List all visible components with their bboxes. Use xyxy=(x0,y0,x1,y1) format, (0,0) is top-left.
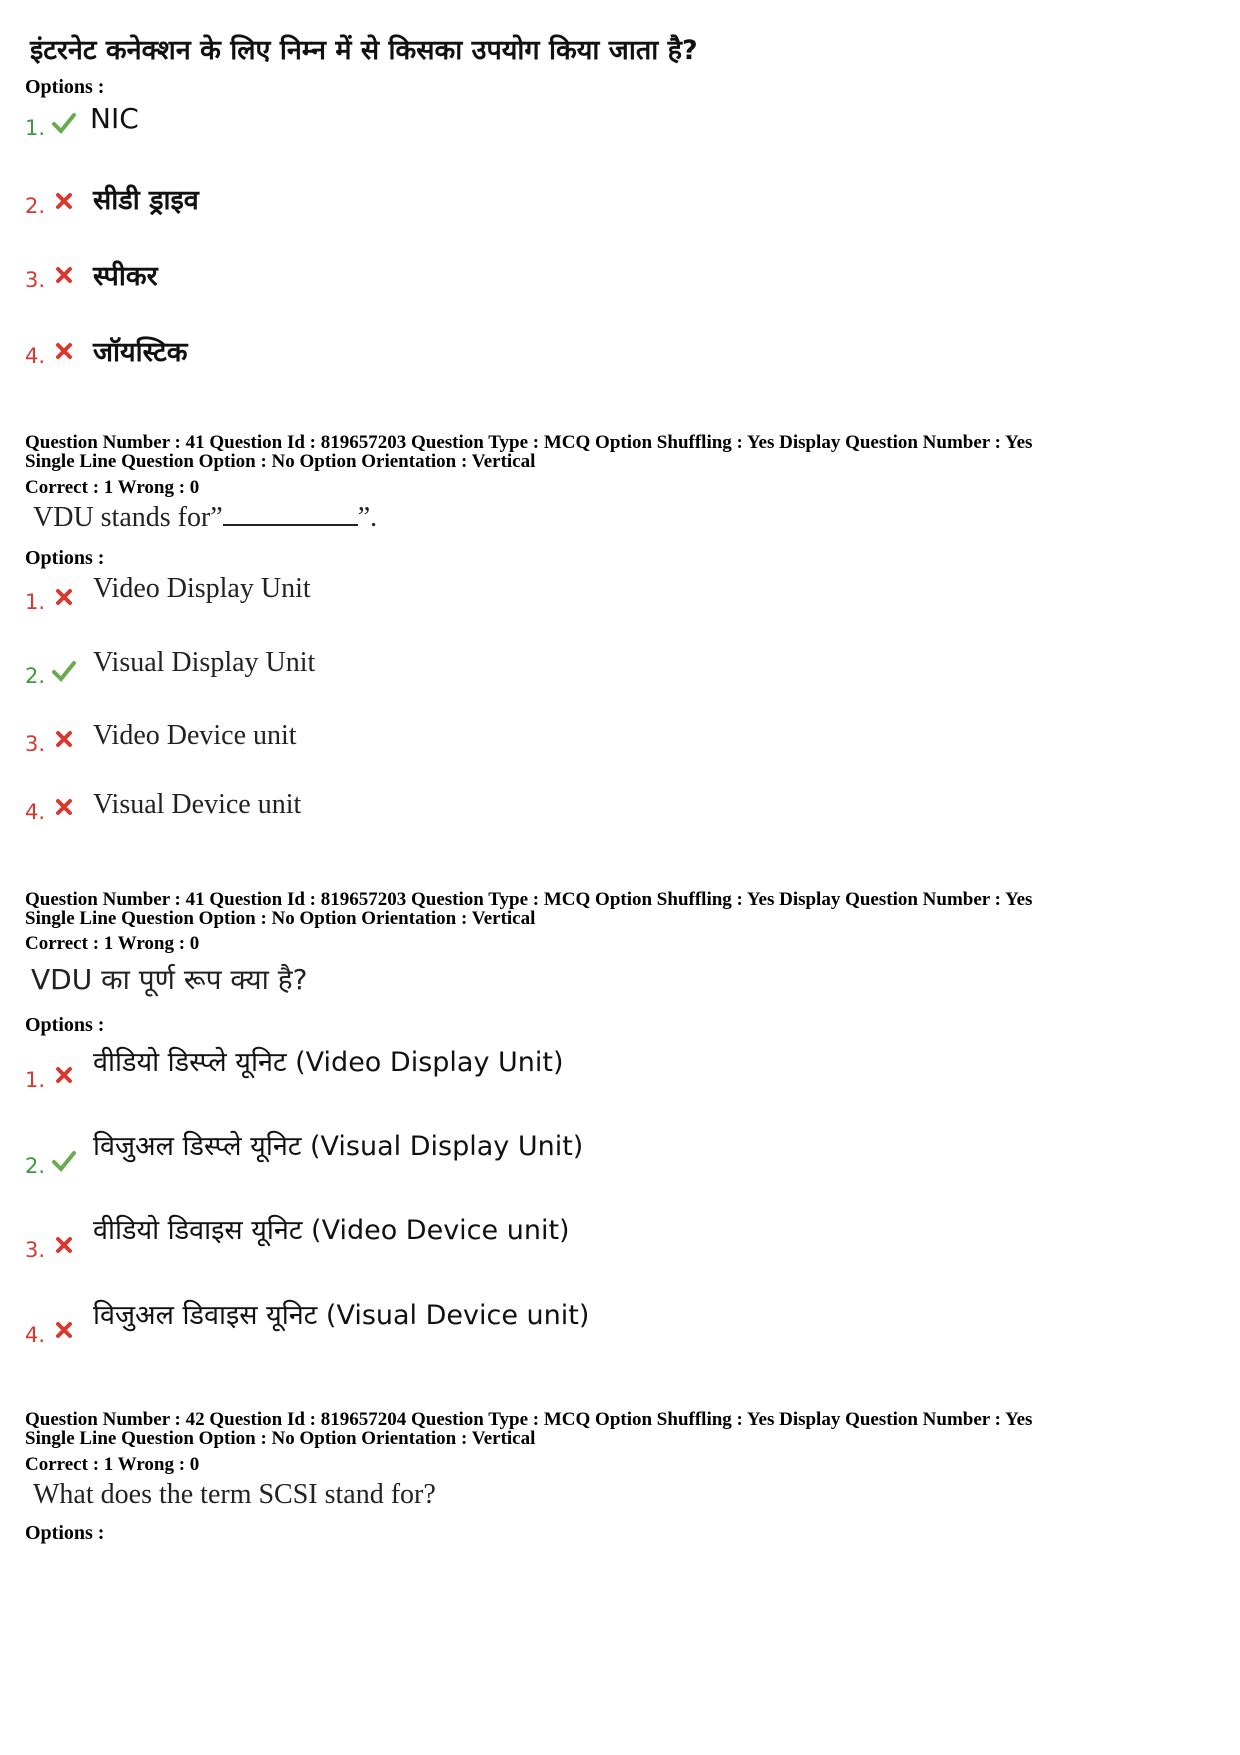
question-text: VDU का पूर्ण रूप क्या है? xyxy=(31,963,308,996)
option-text: Video Display Unit xyxy=(93,573,311,604)
option-text: Visual Device unit xyxy=(93,789,302,820)
options-label: Options : xyxy=(25,547,105,569)
option-text: विजुअल डिवाइस यूनिट (Visual Device unit) xyxy=(93,1300,590,1331)
options-label: Options : xyxy=(25,1522,105,1544)
option-text: Visual Display Unit xyxy=(93,647,316,678)
question-meta: Question Number : 41 Question Id : 819657203 Question Type : MCQ Option Shuffling : Yes Display Question Number : Yes xyxy=(25,432,1033,453)
option-text: NIC xyxy=(90,102,139,135)
score-line: Correct : 1 Wrong : 0 xyxy=(25,933,200,954)
option-number: 3. xyxy=(25,732,46,756)
cross-mark-icon xyxy=(52,1319,76,1341)
question-meta: Question Number : 42 Question Id : 819657204 Question Type : MCQ Option Shuffling : Yes Display Question Number : Yes xyxy=(25,1409,1033,1430)
question-text: What does the term SCSI stand for? xyxy=(33,1479,436,1510)
cross-mark-icon xyxy=(52,1064,76,1086)
option-number: 4. xyxy=(25,800,46,824)
score-line: Correct : 1 Wrong : 0 xyxy=(25,1454,200,1475)
options-label: Options : xyxy=(25,76,105,98)
question-meta-2: Single Line Question Option : No Option Orientation : Vertical xyxy=(25,1428,536,1449)
cross-mark-icon xyxy=(52,340,76,362)
answer-blank xyxy=(223,502,358,526)
options-label: Options : xyxy=(25,1014,105,1036)
score-line: Correct : 1 Wrong : 0 xyxy=(25,477,200,498)
question-meta-2: Single Line Question Option : No Option Orientation : Vertical xyxy=(25,451,536,472)
option-number: 1. xyxy=(25,590,46,614)
option-number: 1. xyxy=(25,116,46,140)
option-text: सीडी ड्राइव xyxy=(93,185,199,216)
option-text: Video Device unit xyxy=(93,720,297,751)
option-number: 4. xyxy=(25,344,46,368)
option-number: 3. xyxy=(25,268,46,292)
check-mark-icon xyxy=(52,112,76,134)
option-text: वीडियो डिस्प्ले यूनिट (Video Display Unit) xyxy=(93,1047,564,1078)
cross-mark-icon xyxy=(52,796,76,818)
cross-mark-icon xyxy=(52,586,76,608)
option-text: विजुअल डिस्प्ले यूनिट (Visual Display Unit) xyxy=(93,1131,584,1162)
question-suffix: ”. xyxy=(357,502,378,533)
question-text xyxy=(33,502,377,534)
check-mark-icon xyxy=(52,660,76,682)
question-meta-2: Single Line Question Option : No Option Orientation : Vertical xyxy=(25,908,536,929)
option-number: 1. xyxy=(25,1068,46,1092)
cross-mark-icon xyxy=(52,190,76,212)
cross-mark-icon xyxy=(52,1234,76,1256)
question-prefix: VDU stands for” xyxy=(33,502,223,533)
question-text: इंटरनेट कनेक्शन के लिए निम्न में से किसका उपयोग किया जाता है? xyxy=(30,35,698,66)
option-number: 2. xyxy=(25,664,46,688)
option-text: जॉयस्टिक xyxy=(93,337,188,368)
question-meta: Question Number : 41 Question Id : 819657203 Question Type : MCQ Option Shuffling : Yes Display Question Number : Yes xyxy=(25,889,1033,910)
option-number: 2. xyxy=(25,1154,46,1178)
option-number: 2. xyxy=(25,194,46,218)
cross-mark-icon xyxy=(52,728,76,750)
check-mark-icon xyxy=(52,1150,76,1172)
option-text: वीडियो डिवाइस यूनिट (Video Device unit) xyxy=(93,1215,570,1246)
cross-mark-icon xyxy=(52,264,76,286)
option-text: स्पीकर xyxy=(93,261,158,292)
option-number: 4. xyxy=(25,1323,46,1347)
option-number: 3. xyxy=(25,1238,46,1262)
